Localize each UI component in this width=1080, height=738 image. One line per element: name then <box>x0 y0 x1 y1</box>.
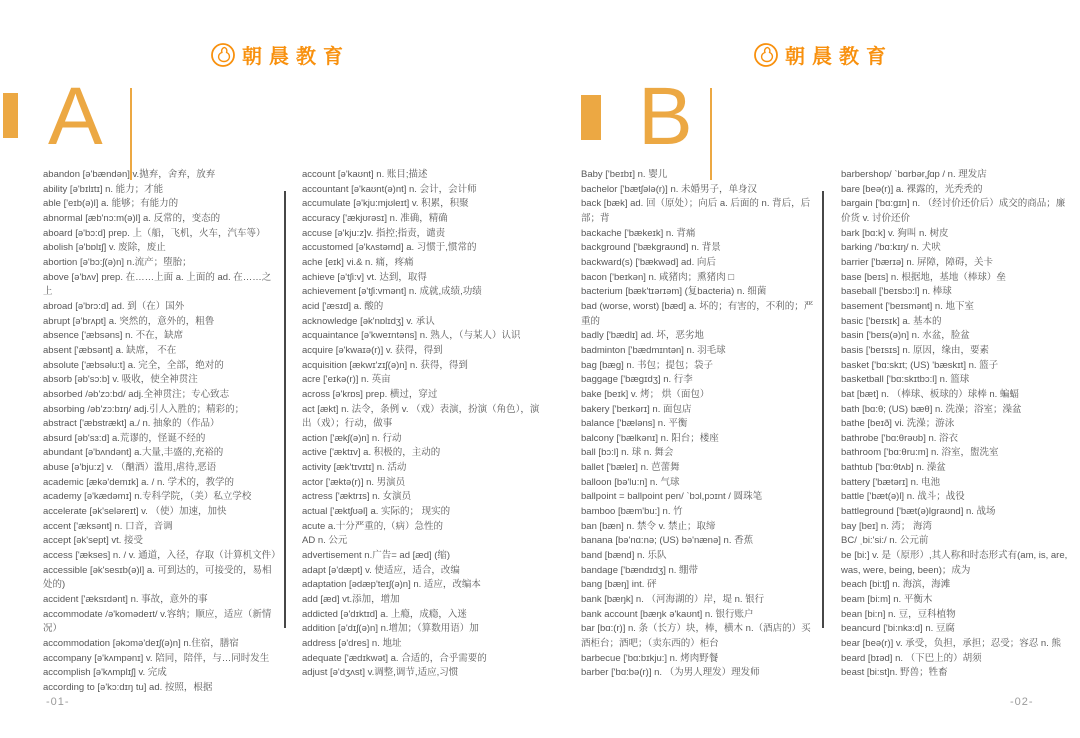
dict-entry: acquisition [ækwɪ'zɪʃ(ə)n] n. 获得，得到 <box>302 359 468 371</box>
dict-column-a1 <box>43 168 281 696</box>
dict-entry: academic [ækə'demɪk] a. / n. 学术的，教学的 <box>43 476 235 488</box>
section-letter-b: B <box>638 71 693 162</box>
dict-entry: battery ['bætərɪ] n. 电池 <box>841 476 941 488</box>
rabbit-circle-icon <box>753 42 779 68</box>
dict-entry: abrupt [ə'brʌpt] a. 突然的，意外的，粗鲁 <box>43 315 215 327</box>
dict-entry: abortion [ə'bɔ:ʃ(ə)n] n.流产；堕胎； <box>43 256 192 268</box>
dict-entry: acquaintance [ə'kweɪntəns] n. 熟人，（与某人）认识 <box>302 330 521 342</box>
dict-entry: actress ['æktrɪs] n. 女演员 <box>302 491 412 503</box>
dict-entry: bathroom ['bɑ:θru:m] n. 浴室，盥洗室 <box>841 447 999 459</box>
dict-entry: backward(s) ['bækwəd] ad. 向后 <box>581 256 716 268</box>
dict-entry: accompany [ə'kʌmpənɪ] v. 陪同，陪伴，与…同时发生 <box>43 652 270 664</box>
dict-entry: bathrobe ['bɑ:θrəʊb] n. 浴衣 <box>841 432 959 444</box>
dict-entry: barking /'bɑ:kɪŋ/ n. 犬吠 <box>841 242 941 254</box>
dict-entry: accountant [ə'kaʊnt(ə)nt] n. 会计，会计师 <box>302 183 477 195</box>
dict-entry: adequate ['ædɪkwət] a. 合适的，合乎需要的 <box>302 652 487 664</box>
dict-entry: aboard [ə'bɔ:d] prep. 上（船，飞机，火车，汽车等） <box>43 227 266 239</box>
dict-entry: basketball ['bɑ:skɪtbɔ:l] n. 篮球 <box>841 374 970 386</box>
dict-entry: ballet ['bæleɪ] n. 芭蕾舞 <box>581 462 680 474</box>
dict-entry: abuse [ə'bju:z] v. （酗酒）滥用,虐待,恶语 <box>43 462 217 474</box>
dict-entry: acknowledge [ək'nɒlɪdʒ] v. 承认 <box>302 315 435 327</box>
section-letter-a: A <box>48 71 103 162</box>
dict-entry: achievement [ə'tʃi:vmənt] n. 成就,成绩,功绩 <box>302 286 482 298</box>
dict-entry: basis ['beɪsɪs] n. 原因，缘由，要素 <box>841 344 989 356</box>
dict-entry: Baby ['beɪbɪ] n. 婴儿 <box>581 169 668 180</box>
dict-entry: balloon [bə'lu:n] n. 气球 <box>581 476 680 488</box>
dict-entry: absurd [əb'sɜ:d] a.荒谬的，怪诞不经的 <box>43 432 206 444</box>
dict-entry: adjust [ə'dʒʌst] v.调整,调节,适应,习惯 <box>302 667 459 679</box>
dict-entry: bandage ['bændɪdʒ] n. 绷带 <box>581 564 699 576</box>
dict-entry: able ['eɪb(ə)l] a. 能够；有能力的 <box>43 198 179 210</box>
dict-column-b1 <box>581 168 816 681</box>
dict-entry: accumulate [ə'kju:mjʊleɪt] v. 积累，积聚 <box>302 198 469 210</box>
dict-entry: adaptation [ədæp'teɪʃ(ə)n] n. 适应，改编本 <box>302 579 481 591</box>
dict-entry: BC/ ˌbi:'si:/ n. 公元前 <box>841 535 929 547</box>
dict-entry: ball [bɔ:l] n. 球 n. 舞会 <box>581 447 674 459</box>
page-number-right: -02- <box>1010 696 1034 708</box>
dict-entry: accomplish [ə'kʌmplɪʃ] v. 完成 <box>43 667 167 679</box>
dict-entry: basic ['beɪsɪk] a. 基本的 <box>841 315 942 327</box>
dict-entry: basement ['beɪsmənt] n. 地下室 <box>841 300 974 312</box>
dict-entry: base [beɪs] n. 根据地，基地（棒球）垒 <box>841 271 1006 283</box>
dict-entry: AD n. 公元 <box>302 535 348 547</box>
brand-logo-text: 朝晨教育 <box>242 46 350 68</box>
dict-entry: barber ['bɑ:bə(r)] n. （为男人理发）理发师 <box>581 667 760 679</box>
dict-entry: balance ['bæləns] n. 平衡 <box>581 418 688 430</box>
brand-logo-text: 朝晨教育 <box>785 46 893 68</box>
dict-entry: ability [ə'bɪlɪtɪ] n. 能力；才能 <box>43 183 164 195</box>
dict-entry: bag [bæg] n. 书包；提包；袋子 <box>581 359 713 371</box>
dict-entry: absence ['æbsəns] n. 不在，缺席 <box>43 330 184 342</box>
dict-entry: beach [bi:tʃ] n. 海滨，海滩 <box>841 579 951 591</box>
dict-entry: bat [bæt] n. （棒球、板球的）球棒 n. 蝙蝠 <box>841 388 1019 400</box>
dict-entry: beard [bɪəd] n. （下巴上的）胡须 <box>841 652 982 664</box>
dict-entry: baggage ['bægɪdʒ] n. 行李 <box>581 374 693 386</box>
dict-entry: bay [beɪ] n. 湾； 海湾 <box>841 520 933 532</box>
dict-entry: backache ['bækeɪk] n. 背痛 <box>581 227 696 239</box>
section-b-rule <box>710 88 712 180</box>
dict-entry: address [ə'dres] n. 地址 <box>302 638 402 649</box>
dict-entry: abundant [ə'bʌndənt] a.大量,丰盛的,充裕的 <box>43 447 224 459</box>
dict-entry: accident ['æksɪdənt] n. 事故，意外的事 <box>43 594 208 606</box>
dict-entry: acre ['eɪkə(r)] n. 英亩 <box>302 374 391 386</box>
dict-entry: adapt [ə'dæpt] v. 使适应，适合，改编 <box>302 564 460 576</box>
section-a-rule <box>130 88 132 180</box>
dict-entry: beancurd ['bi:nkɜ:d] n. 豆腐 <box>841 623 955 635</box>
dict-entry: battle ['bæt(ə)l] n. 战斗；战役 <box>841 491 965 503</box>
dict-entry: ache [eɪk] vi.& n. 痛，疼痛 <box>302 256 414 268</box>
dict-entry: battleground ['bæt(ə)lgraʊnd] n. 战场 <box>841 506 996 518</box>
dict-entry: bathe [beɪð] vi. 洗澡；游泳 <box>841 418 955 430</box>
dict-entry: acid ['æsɪd] a. 酸的 <box>302 300 384 312</box>
dict-entry: absolute ['æbsəlu:t] a. 完全，全部，绝对的 <box>43 359 224 371</box>
dict-entry: accept [ək'sept] vt. 接受 <box>43 535 144 547</box>
dict-entry: beam [bi:m] n. 平衡木 <box>841 594 933 606</box>
dict-entry: bachelor ['bætʃələ(r)] n. 未婚男子，单身汉 <box>581 183 758 195</box>
dict-entry: accuse [ə'kju:z]v. 指控;指责，谴责 <box>302 227 446 239</box>
dict-entry: bathtub ['bɑ:θtʌb] n. 澡盆 <box>841 462 946 474</box>
dict-entry: academy [ə'kædəmɪ] n.专科学院，（美）私立学校 <box>43 491 252 503</box>
dict-entry: basket ['bɑ:skɪt; (US) 'bæskɪt] n. 篮子 <box>841 359 999 371</box>
dict-entry: absorb [əb'sɔ:b] v. 吸收，使全神贯注 <box>43 374 198 386</box>
column-divider-left-page <box>284 191 286 628</box>
dict-entry: background ['bækgraʊnd] n. 背景 <box>581 242 721 254</box>
dict-entry: addition [ə'dɪʃ(ə)n] n.增加；（算数用语）加 <box>302 623 479 635</box>
dict-entry: absorbing /əb'zɔ:bɪŋ/ adj.引人入胜的；精彩的； <box>43 403 245 415</box>
dict-entry: bank [bæŋk] n. （河海湖的）岸，堤 n. 银行 <box>581 594 765 606</box>
dict-entry: abstract ['æbstrækt] a./ n. 抽象的（作品） <box>43 418 220 430</box>
dict-entry: bear [beə(r)] v. 承受，负担，承担；忍受；容忍 n. 熊 <box>841 638 1061 649</box>
dict-column-b2 <box>841 168 1069 681</box>
dict-entry: accommodation [əkɔmə'deɪʃ(ə)n] n.住宿，膳宿 <box>43 638 239 649</box>
dict-entry: barbecue ['bɑ:bɪkju:] n. 烤肉野餐 <box>581 652 719 664</box>
dict-entry: act [ækt] n. 法令，条例 v. （戏）表演，扮演（角色），演出（戏）；行动，做事 <box>302 403 540 430</box>
section-b-block <box>581 95 601 140</box>
dict-entry: beast [bi:st]n. 野兽；牲畜 <box>841 667 948 679</box>
dict-entry: above [ə'bʌv] prep. 在……上面 a. 上面的 ad. 在……之上 <box>43 271 272 298</box>
dict-entry: band [bænd] n. 乐队 <box>581 550 667 562</box>
dict-entry: ban [bæn] n. 禁令 v. 禁止；取缔 <box>581 520 716 532</box>
page-number-left: -01- <box>46 696 70 708</box>
dict-entry: abandon [ə'bændən] v.抛弃，舍弃，放弃 <box>43 169 216 180</box>
dict-entry: back [bæk] ad. 回（原处）；向后 a. 后面的 n. 背后，后部；背 <box>581 198 811 224</box>
dict-entry: absorbed /əb'zɔ:bd/ adj.全神贯注；专心致志 <box>43 388 230 400</box>
dict-entry: bake [beɪk] v. 烤； 烘（面包） <box>581 388 710 400</box>
dict-entry: bargain ['bɑ:gɪn] n. （经讨价还价后）成交的商品；廉价货 v. 讨价还价 <box>841 198 1066 224</box>
dict-entry: bean [bi:n] n. 豆，豆科植物 <box>841 608 956 620</box>
dict-entry: accelerate [ək'seləreɪt] v. （使）加速，加快 <box>43 506 227 518</box>
dict-entry: account [ə'kaʊnt] n. 账目;描述 <box>302 169 428 180</box>
dict-entry: bacon ['beɪkən] n. 咸猪肉；熏猪肉 □ <box>581 271 734 283</box>
dict-entry: action ['ækʃ(ə)n] n. 行动 <box>302 432 402 444</box>
dict-entry: accent ['æksənt] n. 口音，音调 <box>43 520 173 532</box>
dict-entry: accuracy ['ækjʊrəsɪ] n. 准确，精确 <box>302 212 448 224</box>
dict-entry: balcony ['bælkənɪ] n. 阳台；楼座 <box>581 432 719 444</box>
brand-logo-left <box>210 40 350 69</box>
dict-entry: abnormal [æb'nɔ:m(ə)l] a. 反常的，变态的 <box>43 212 221 224</box>
dict-entry: bacterium [bæk'tɪərɪəm] (复bacteria) n. 细菌 <box>581 286 767 298</box>
dict-entry: accessible [ək'sesɪb(ə)l] a. 可到达的，可接受的，易相处的) <box>43 564 272 591</box>
dict-entry: basin ['beɪs(ə)n] n. 水盆，脸盆 <box>841 330 970 342</box>
dict-entry: badminton ['bædmɪntən] n. 羽毛球 <box>581 344 726 356</box>
dict-entry: bar [bɑ:(r)] n. 条（长方）块，棒，横木 n.（酒店的）买酒柜台；酒吧；（卖东西的）柜台 <box>581 623 811 649</box>
dict-entry: absent ['æbsənt] a. 缺席， 不在 <box>43 344 177 356</box>
dict-entry: access ['ækses] n. / v. 通道，入径，存取（计算机文件） <box>43 550 281 562</box>
dict-entry: active ['æktɪv] a. 积极的，主动的 <box>302 447 441 459</box>
dict-entry: barrier ['bærɪə] n. 屏障，障碍，关卡 <box>841 256 993 268</box>
dict-entry: bakery ['beɪkərɪ] n. 面包店 <box>581 403 692 415</box>
dict-entry: bang [bæŋ] int. 砰 <box>581 579 657 591</box>
dict-entry: acquire [ə'kwaɪə(r)] v. 获得，得到 <box>302 344 443 356</box>
dict-entry: actor ['æktə(r)] n. 男演员 <box>302 476 406 488</box>
dict-entry: be [bi:] v. 是（原形）,其人称和时态形式有(am, is, are, was, were, being, been)；成为 <box>841 550 1068 576</box>
dict-entry: add [æd] vt.添加，增加 <box>302 594 400 606</box>
dict-entry: abolish [ə'bɒlɪʃ] v. 废除，废止 <box>43 242 166 254</box>
dict-entry: according to [ə'kɔ:dɪŋ tu] ad. 按照，根据 <box>43 681 213 693</box>
dict-entry: bath [bɑ:θ; (US) bæθ] n. 洗澡；浴室；澡盆 <box>841 403 1022 415</box>
section-a-block <box>3 93 18 138</box>
dict-entry: bark [bɑ:k] v. 狗叫 n. 树皮 <box>841 227 949 239</box>
dict-entry: bamboo [bæm'bu:] n. 竹 <box>581 506 683 518</box>
dict-entry: accommodate /ə'komədeɪt/ v.容纳；顺应，适应（新情况） <box>43 608 272 635</box>
dict-entry: bad (worse, worst) [bæd] a. 坏的；有害的，不利的；严重的 <box>581 300 814 327</box>
dict-entry: badly ['bædlɪ] ad. 坏，恶劣地 <box>581 330 704 342</box>
dict-entry: ballpoint = ballpoint pen/ ˋbɔl,pɔɪnt / 圆珠笔 <box>581 491 763 503</box>
dict-column-a2 <box>302 168 540 681</box>
dict-entry: actual ['æktʃʊəl] a. 实际的； 现实的 <box>302 506 451 518</box>
dict-entry: advertisement n.广告= ad [æd] (缩) <box>302 550 451 562</box>
dict-entry: abroad [ə'brɔ:d] ad. 到（在）国外 <box>43 300 185 312</box>
dict-entry: baseball ['beɪsbɔ:l] n. 棒球 <box>841 286 952 298</box>
dict-entry: barbershop/ ˋbɑrbər,ʃɑp / n. 理发店 <box>841 169 987 180</box>
dict-entry: bank account [bæŋk ə'kaʊnt] n. 银行账户 <box>581 608 754 620</box>
dict-entry: achieve [ə'tʃi:v] vt. 达到，取得 <box>302 271 427 283</box>
column-divider-right-page <box>822 191 824 628</box>
dict-entry: activity [æk'tɪvɪtɪ] n. 活动 <box>302 462 407 474</box>
dict-entry: acute a.十分严重的,（病）急性的 <box>302 520 443 532</box>
dict-entry: accustomed [ə'kʌstəmd] a. 习惯于,惯常的 <box>302 242 477 254</box>
dict-entry: across [ə'krɒs] prep. 横过，穿过 <box>302 388 438 400</box>
dict-entry: banana [bə'nɑ:nə; (US) bə'nænə] n. 香蕉 <box>581 535 754 547</box>
dict-entry: addicted [ə'dɪktɪd] a. 上瘾，成瘾，入迷 <box>302 608 467 620</box>
rabbit-circle-icon <box>210 42 236 68</box>
brand-logo-right <box>753 40 893 69</box>
dict-entry: bare [beə(r)] a. 裸露的，光秃秃的 <box>841 183 983 195</box>
